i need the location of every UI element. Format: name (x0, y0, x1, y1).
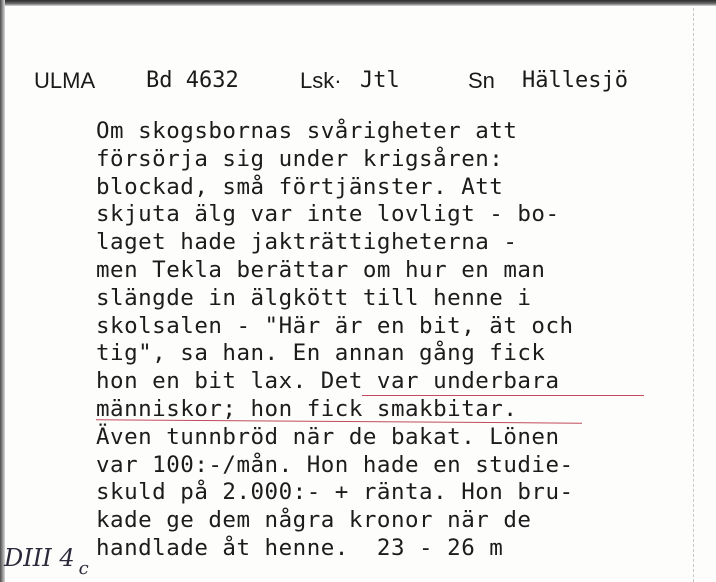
text-line: men Tekla berättar om hur en man (96, 256, 546, 283)
province-label: Lsk· (300, 68, 342, 93)
text-line: försörja sig under krigsåren: (96, 145, 504, 172)
red-underline-mark (362, 395, 644, 396)
volume-number: Bd 4632 (146, 68, 239, 93)
text-line: Om skogsbornas svårigheter att (96, 118, 518, 144)
handwritten-classification (4, 544, 89, 579)
parish-value: Hällesjö (522, 68, 628, 93)
text-line: laget hade jakträttigheterna - (96, 229, 518, 256)
archive-code: ULMA (34, 68, 96, 93)
classification-suffix: c (78, 558, 89, 579)
text-line: slängde in älgkött till henne i (96, 284, 532, 311)
text-line: kade ge dem några kronor när de (96, 507, 532, 534)
card-top-edge (0, 0, 716, 6)
text-line: människor; hon fick smakbitar. (96, 395, 518, 422)
parish-label: Sn (468, 68, 495, 93)
text-line: blockad, små förtjänster. Att (96, 173, 504, 200)
text-line: tig", sa han. En annan gång fick (96, 340, 546, 367)
text-line: var 100:-/mån. Hon hade en studie- (96, 451, 574, 478)
text-line: skolsalen - "Här är en bit, ät och (96, 312, 574, 339)
card-header (0, 64, 716, 98)
province-value: Jtl (360, 68, 400, 93)
text-line: skuld på 2.000:- + ränta. Hon bru- (96, 479, 574, 506)
text-line: skjuta älg var inte lovligt - bo- (96, 201, 560, 228)
text-line: hon en bit lax. Det var underbara (96, 368, 560, 395)
text-line: Även tunnbröd när de bakat. Lönen (96, 423, 560, 450)
text-line: handlade åt henne. 23 - 26 m (96, 534, 504, 561)
typed-text-block (96, 118, 686, 563)
classification-code: DIII 4 (4, 544, 75, 572)
